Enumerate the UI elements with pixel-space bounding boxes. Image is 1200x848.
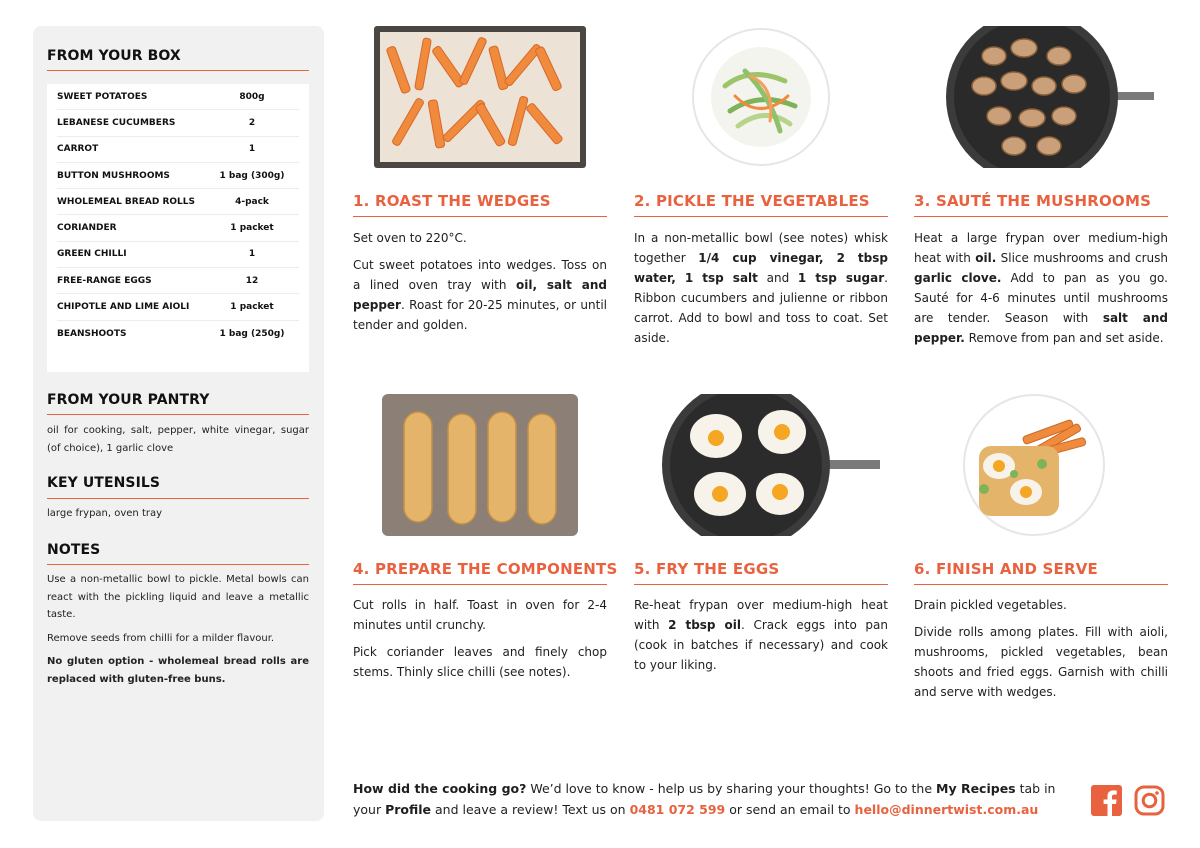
text-segment: . Crack eggs into pan (cook in batches if necessary) and cook to your liking. xyxy=(634,618,889,672)
from-your-box-heading: FROM YOUR BOX xyxy=(47,48,181,64)
footer-text: tab in your xyxy=(353,781,1056,817)
text-segment: Cut sweet potatoes into wedges. Toss on a lined oven tray with xyxy=(353,258,607,292)
bold-text: 1 tsp sugar xyxy=(797,271,885,285)
profile-link[interactable]: Profile xyxy=(385,802,432,817)
step-4-body xyxy=(353,595,607,689)
step-paragraph: Set oven to 220°C. xyxy=(353,231,467,245)
text-segment: Re-heat frypan over medium-high heat with xyxy=(634,598,888,632)
step-3-body xyxy=(914,228,1168,355)
step-3-photo xyxy=(914,26,1168,168)
step-1-photo xyxy=(353,26,607,168)
divider xyxy=(47,414,309,415)
feedback-footer xyxy=(353,778,1073,820)
ingredient-qty: 12 xyxy=(245,275,259,286)
bold-text: 1/4 cup vinegar, 2 tbsp water, 1 tsp salt xyxy=(634,251,888,285)
step-4-title: 4. PREPARE THE COMPONENTS xyxy=(353,560,618,578)
pickle-bowl-image xyxy=(690,26,832,168)
step-5-body xyxy=(634,595,888,682)
my-recipes-link[interactable]: My Recipes xyxy=(936,781,1016,796)
mushroom-pan-image xyxy=(914,26,1168,168)
step-paragraph xyxy=(634,595,888,675)
instagram-icon[interactable] xyxy=(1134,785,1165,816)
text-segment: Add to pan as you go. Sauté for 4-6 minutes until mushrooms are tender. Season with xyxy=(914,271,1168,325)
ingredient-row xyxy=(57,321,299,347)
ingredient-name: CARROT xyxy=(57,144,99,155)
note-paragraph: Remove seeds from chilli for a milder flavour. xyxy=(47,632,275,644)
divider xyxy=(47,498,309,499)
step-1-title: 1. ROAST THE WEDGES xyxy=(353,192,551,210)
bold-text: garlic clove. xyxy=(914,271,1002,285)
ingredient-qty: 2 xyxy=(248,117,256,128)
step-6-title: 6. FINISH AND SERVE xyxy=(914,560,1098,578)
divider xyxy=(914,584,1168,585)
step-paragraph xyxy=(914,228,1168,348)
divider xyxy=(47,70,309,71)
sidebar-panel xyxy=(33,26,324,821)
text-segment: . Ribbon cucumbers and julienne or ribbon carrot. Add to bowl and toss to coat. Set aside. xyxy=(634,271,888,345)
step-2-photo xyxy=(634,26,888,168)
divider xyxy=(634,584,888,585)
footer-text: We’d love to know - help us by sharing your thoughts! Go to the xyxy=(526,781,937,796)
divider xyxy=(353,584,607,585)
ingredient-row xyxy=(57,242,299,268)
step-5-photo xyxy=(634,394,888,536)
ingredient-row xyxy=(57,268,299,294)
pantry-text: oil for cooking, salt, pepper, white vinegar, sugar (of choice), 1 garlic clove xyxy=(47,425,309,454)
divider xyxy=(914,216,1168,217)
bold-text: oil, salt and pepper xyxy=(353,278,607,312)
note-paragraph: Use a non-metallic bowl to pickle. Metal bowls can react with the pickling liquid and leave a metallic taste. xyxy=(47,574,309,620)
facebook-icon[interactable] xyxy=(1091,785,1122,816)
ingredient-qty: 1 packet xyxy=(230,223,274,234)
step-3-title: 3. SAUTÉ THE MUSHROOMS xyxy=(914,192,1152,210)
ingredient-name: LEBANESE CUCUMBERS xyxy=(57,117,176,128)
step-1-body xyxy=(353,228,607,342)
ingredient-row xyxy=(57,163,299,189)
ingredient-qty: 1 packet xyxy=(230,302,274,313)
key-utensils-heading: KEY UTENSILS xyxy=(47,475,161,491)
ingredient-qty: 1 bag (300g) xyxy=(219,170,285,181)
step-paragraph xyxy=(634,228,888,348)
ingredient-name: BEANSHOOTS xyxy=(57,328,127,339)
step-5-title: 5. FRY THE EGGS xyxy=(634,560,780,578)
notes-text xyxy=(47,571,309,694)
step-6-body xyxy=(914,595,1168,709)
ingredient-qty: 4-pack xyxy=(235,196,269,207)
wedges-tray-image xyxy=(374,26,586,168)
text-segment: . Roast for 20-25 minutes, or until tender and golden. xyxy=(353,298,607,332)
step-2-title: 2. PICKLE THE VEGETABLES xyxy=(634,192,870,210)
note-paragraph xyxy=(47,653,309,688)
ingredient-qty: 1 xyxy=(248,144,256,155)
ingredient-row xyxy=(57,137,299,163)
text-segment: Slice mushrooms and crush xyxy=(996,251,1168,265)
ingredient-qty: 1 xyxy=(248,249,256,260)
fried-eggs-image xyxy=(634,394,888,536)
ingredient-name: FREE-RANGE EGGS xyxy=(57,275,152,286)
bold-text: salt and pepper. xyxy=(914,311,1169,345)
step-paragraph: Divide rolls among plates. Fill with aioli, mushrooms, pickled vegetables, bean shoots and fried eggs. Garnish with chilli and serve with wedges. xyxy=(914,625,1168,699)
step-paragraph xyxy=(353,255,607,335)
ingredient-row xyxy=(57,294,299,320)
footer-text: and leave a review! Text us on xyxy=(431,802,630,817)
step-paragraph: Cut rolls in half. Toast in oven for 2-4 minutes until crunchy. xyxy=(353,598,607,632)
bold-text: oil. xyxy=(975,251,997,265)
note-bold: No gluten option - wholemeal bread rolls are replaced with gluten-free buns. xyxy=(47,656,309,685)
text-segment: Heat a large frypan over medium-high heat with xyxy=(914,231,1168,265)
from-your-pantry-heading: FROM YOUR PANTRY xyxy=(47,392,210,408)
ingredient-name: CHIPOTLE AND LIME AIOLI xyxy=(57,302,190,313)
ingredient-row xyxy=(57,110,299,136)
ingredient-name: GREEN CHILLI xyxy=(57,249,127,260)
divider xyxy=(47,564,309,565)
email-link[interactable]: hello@dinnertwist.com.au xyxy=(854,802,1039,817)
ingredient-qty: 1 bag (250g) xyxy=(219,328,285,339)
step-6-photo xyxy=(914,394,1168,536)
step-paragraph: Pick coriander leaves and finely chop stems. Thinly slice chilli (see notes). xyxy=(353,645,607,679)
step-paragraph: Drain pickled vegetables. xyxy=(914,598,1067,612)
ingredient-row xyxy=(57,189,299,215)
step-4-photo xyxy=(353,394,607,536)
bold-text: 2 tbsp oil xyxy=(668,618,741,632)
ingredient-row xyxy=(57,84,299,110)
finished-plate-image xyxy=(914,394,1168,536)
ingredient-table xyxy=(47,84,309,372)
text-segment: Remove from pan and set aside. xyxy=(964,331,1164,345)
divider xyxy=(353,216,607,217)
bread-rolls-image xyxy=(382,394,578,536)
ingredient-name: SWEET POTATOES xyxy=(57,91,148,102)
feedback-question: How did the cooking go? xyxy=(353,781,527,796)
notes-heading: NOTES xyxy=(47,542,101,558)
utensils-text: large frypan, oven tray xyxy=(47,508,163,519)
step-2-body xyxy=(634,228,888,355)
ingredient-name: BUTTON MUSHROOMS xyxy=(57,170,170,181)
ingredient-qty: 800g xyxy=(239,91,265,102)
ingredient-name: CORIANDER xyxy=(57,223,117,234)
phone-link[interactable]: 0481 072 599 xyxy=(629,802,726,817)
divider xyxy=(634,216,888,217)
text-segment: and xyxy=(757,271,798,285)
ingredient-row xyxy=(57,215,299,241)
ingredient-name: WHOLEMEAL BREAD ROLLS xyxy=(57,196,195,207)
footer-text: or send an email to xyxy=(725,802,855,817)
text-segment: In a non-metallic bowl (see notes) whisk together xyxy=(634,231,888,265)
